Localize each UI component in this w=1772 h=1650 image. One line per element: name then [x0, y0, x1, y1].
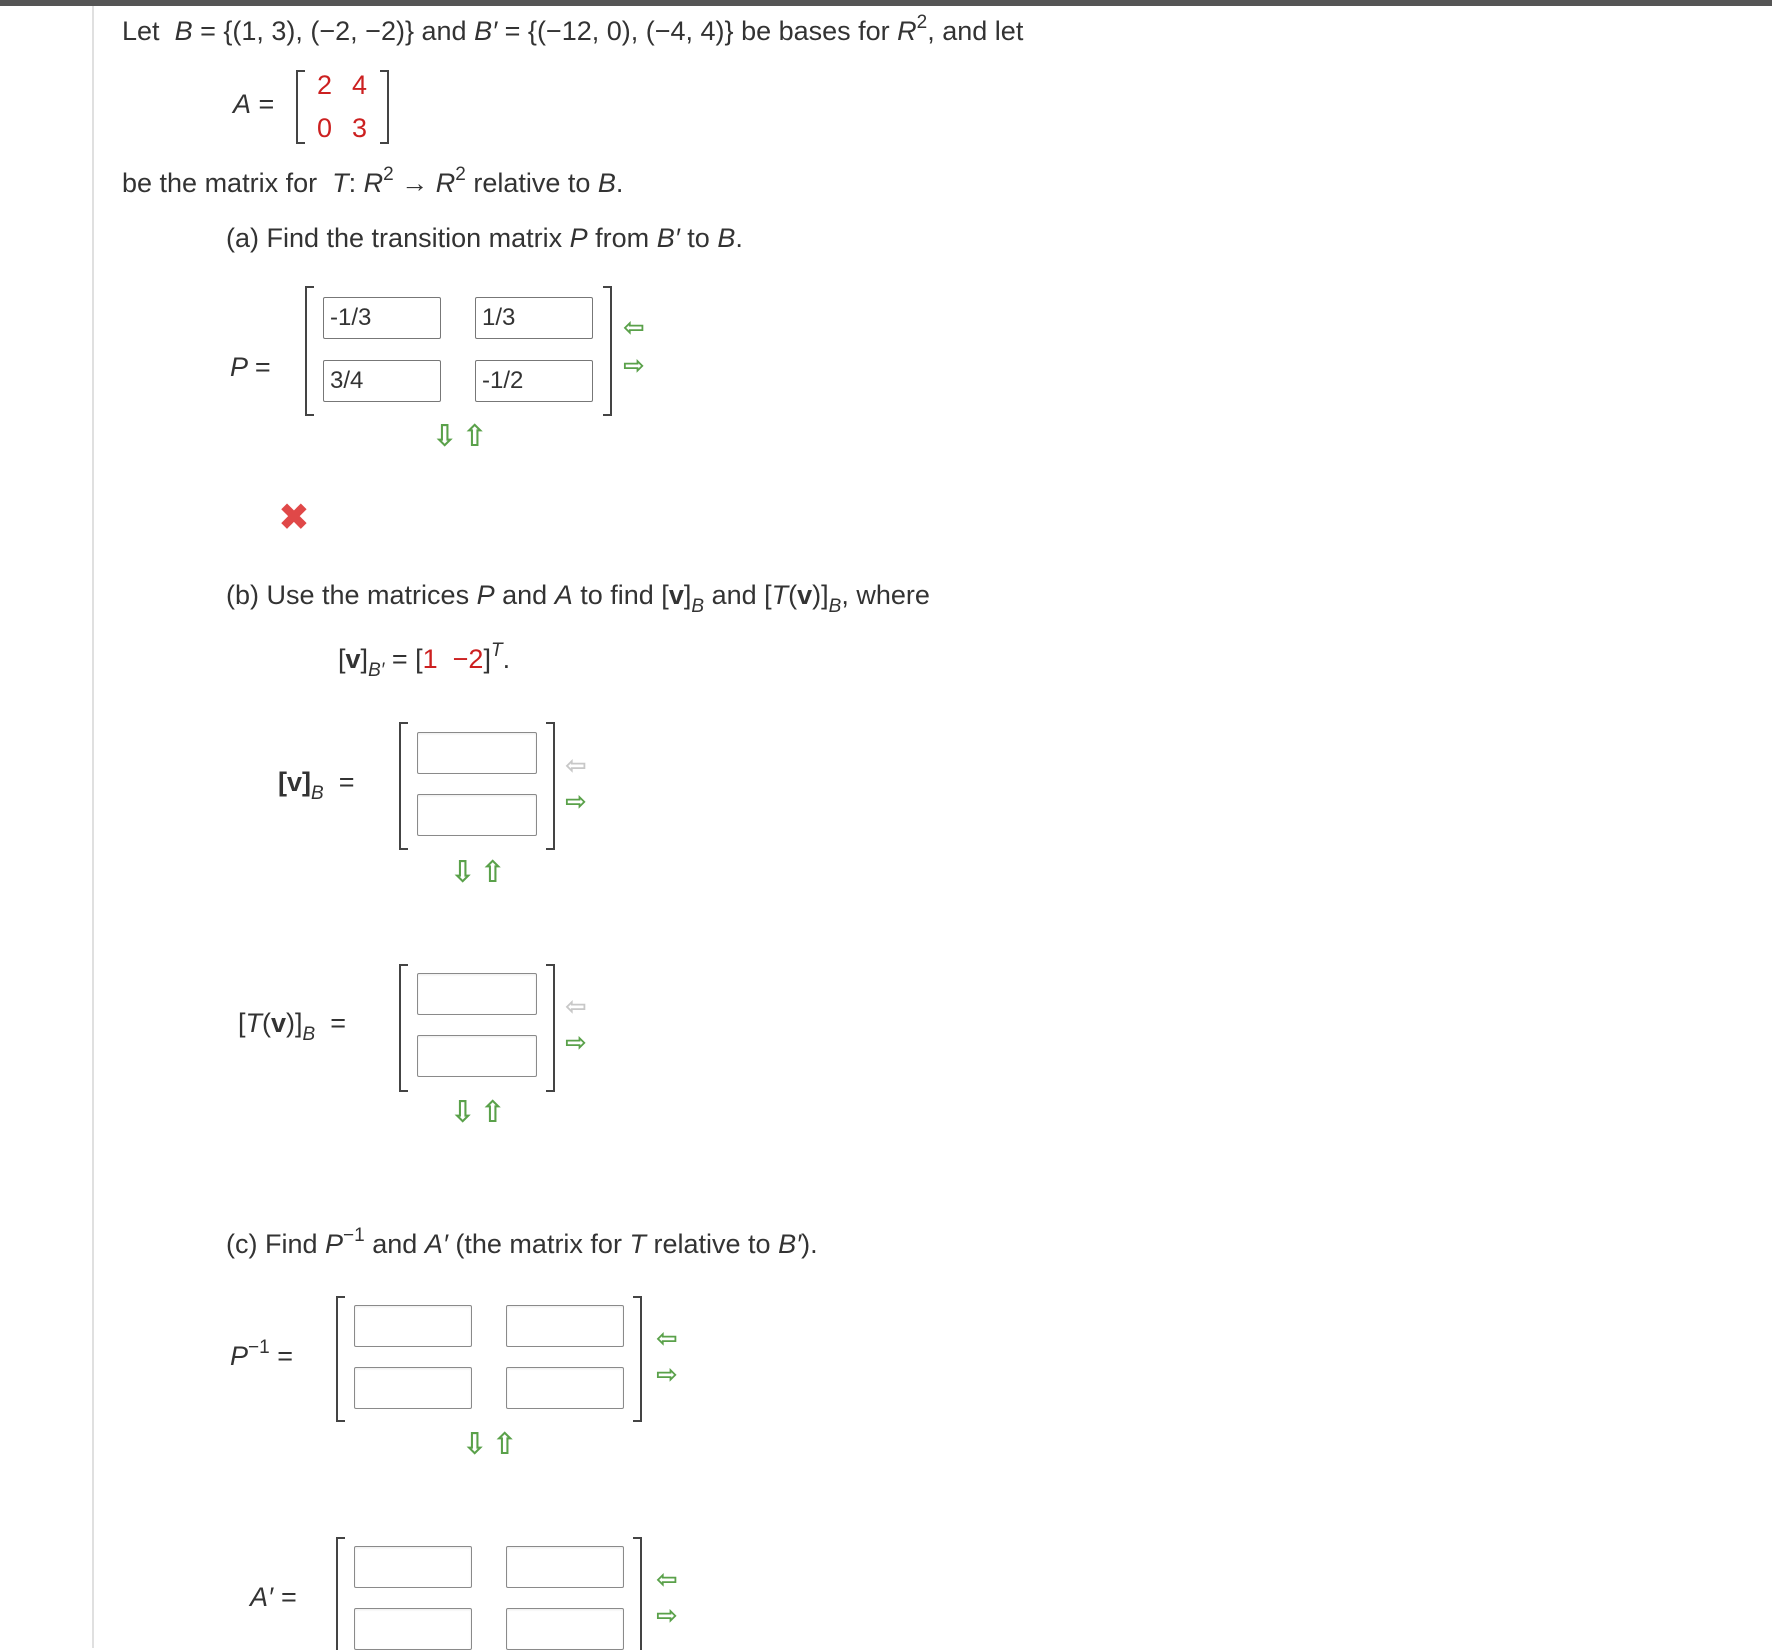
A-label: A = — [233, 89, 275, 119]
Pinv-bracket-right — [633, 1296, 642, 1422]
arrow-down-icon[interactable]: ⇩ — [450, 1096, 476, 1129]
P-cell-1-2[interactable] — [475, 297, 593, 339]
arrow-right-icon[interactable]: ⇨ — [656, 1600, 678, 1630]
TvB-bracket-right — [546, 964, 555, 1092]
arrow-left-icon[interactable]: ⇦ — [656, 1323, 678, 1353]
Pinv-cell-2-2[interactable] — [506, 1367, 624, 1409]
Aprime-cell-1-1[interactable] — [354, 1546, 472, 1588]
arrow-up-icon[interactable]: ⇧ — [480, 1096, 506, 1129]
Pinv-bracket-left — [336, 1296, 345, 1422]
Aprime-bracket-left — [336, 1537, 345, 1650]
arrow-left-icon[interactable]: ⇦ — [565, 750, 587, 780]
matrix-description: be the matrix for T: $R^2 \to R^2$ relative to B. — [122, 164, 624, 198]
vB-bracket-left — [399, 722, 408, 850]
P-cell-2-1[interactable] — [323, 360, 441, 402]
cross-icon: ✖ — [278, 497, 310, 539]
given-vector: $[v]_{B'} = [1 -2]^T$. — [338, 640, 511, 681]
A-entry: 4 — [352, 70, 368, 100]
vB-bracket-right — [546, 722, 555, 850]
part-b-prompt: (b) Use the matrices P and A to find $[v]_B$ and $[T(v)]_B$, where — [226, 580, 930, 617]
Pinv-cell-1-2[interactable] — [506, 1305, 624, 1347]
part-a-prompt: (a) Find the transition matrix P from B′ to B. — [226, 223, 743, 253]
Pinv-label: $P^{-1}$ = — [230, 1337, 293, 1371]
A-entry: 3 — [352, 113, 368, 143]
arrow-left-icon[interactable]: ⇦ — [623, 312, 645, 342]
arrow-right-icon[interactable]: ⇨ — [623, 350, 645, 380]
arrow-up-icon[interactable]: ⇧ — [480, 856, 506, 889]
part-c-prompt: (c) Find $P^{-1}$ and A′ (the matrix for T relative to B′). — [226, 1225, 818, 1259]
arrow-right-icon[interactable]: ⇨ — [565, 1027, 587, 1057]
arrow-right-icon[interactable]: ⇨ — [565, 786, 587, 816]
Aprime-cell-2-2[interactable] — [506, 1608, 624, 1650]
TvB-cell-2[interactable] — [417, 1035, 537, 1077]
arrow-up-icon[interactable]: ⇧ — [492, 1428, 518, 1461]
arrow-right-icon[interactable]: ⇨ — [656, 1359, 678, 1389]
P-cell-2-2[interactable] — [475, 360, 593, 402]
P-cell-1-1[interactable] — [323, 297, 441, 339]
arrow-down-icon[interactable]: ⇩ — [450, 856, 476, 889]
TvB-label: $[T(v)]_B$ = — [238, 1008, 347, 1045]
arrow-down-icon[interactable]: ⇩ — [462, 1428, 488, 1461]
A-entry: 2 — [317, 70, 333, 100]
Pinv-cell-1-1[interactable] — [354, 1305, 472, 1347]
top-bar — [0, 0, 1772, 6]
P-bracket-right — [603, 286, 612, 416]
A-bracket-right — [380, 70, 389, 144]
Aprime-cell-1-2[interactable] — [506, 1546, 624, 1588]
Aprime-label: A′ = — [250, 1582, 297, 1612]
Aprime-bracket-right — [633, 1537, 642, 1650]
TvB-cell-1[interactable] — [417, 973, 537, 1015]
Pinv-cell-2-1[interactable] — [354, 1367, 472, 1409]
arrow-left-icon[interactable]: ⇦ — [656, 1564, 678, 1594]
TvB-bracket-left — [399, 964, 408, 1092]
arrow-up-icon[interactable]: ⇧ — [462, 420, 488, 453]
Aprime-cell-2-1[interactable] — [354, 1608, 472, 1650]
vB-cell-1[interactable] — [417, 732, 537, 774]
A-bracket-left — [296, 70, 305, 144]
P-bracket-left — [305, 286, 314, 416]
vB-label: $[v]_B$ = — [278, 767, 355, 804]
arrow-left-icon[interactable]: ⇦ — [565, 991, 587, 1021]
left-rule — [92, 6, 94, 1648]
P-label: P = — [230, 352, 271, 382]
vB-cell-2[interactable] — [417, 794, 537, 836]
A-entry: 0 — [317, 113, 333, 143]
arrow-down-icon[interactable]: ⇩ — [432, 420, 458, 453]
problem-statement: Let B = {(1, 3), (−2, −2)} and B′ = {(−12, 0), (−4, 4)} be bases for $R^2$, and let — [122, 12, 1024, 46]
